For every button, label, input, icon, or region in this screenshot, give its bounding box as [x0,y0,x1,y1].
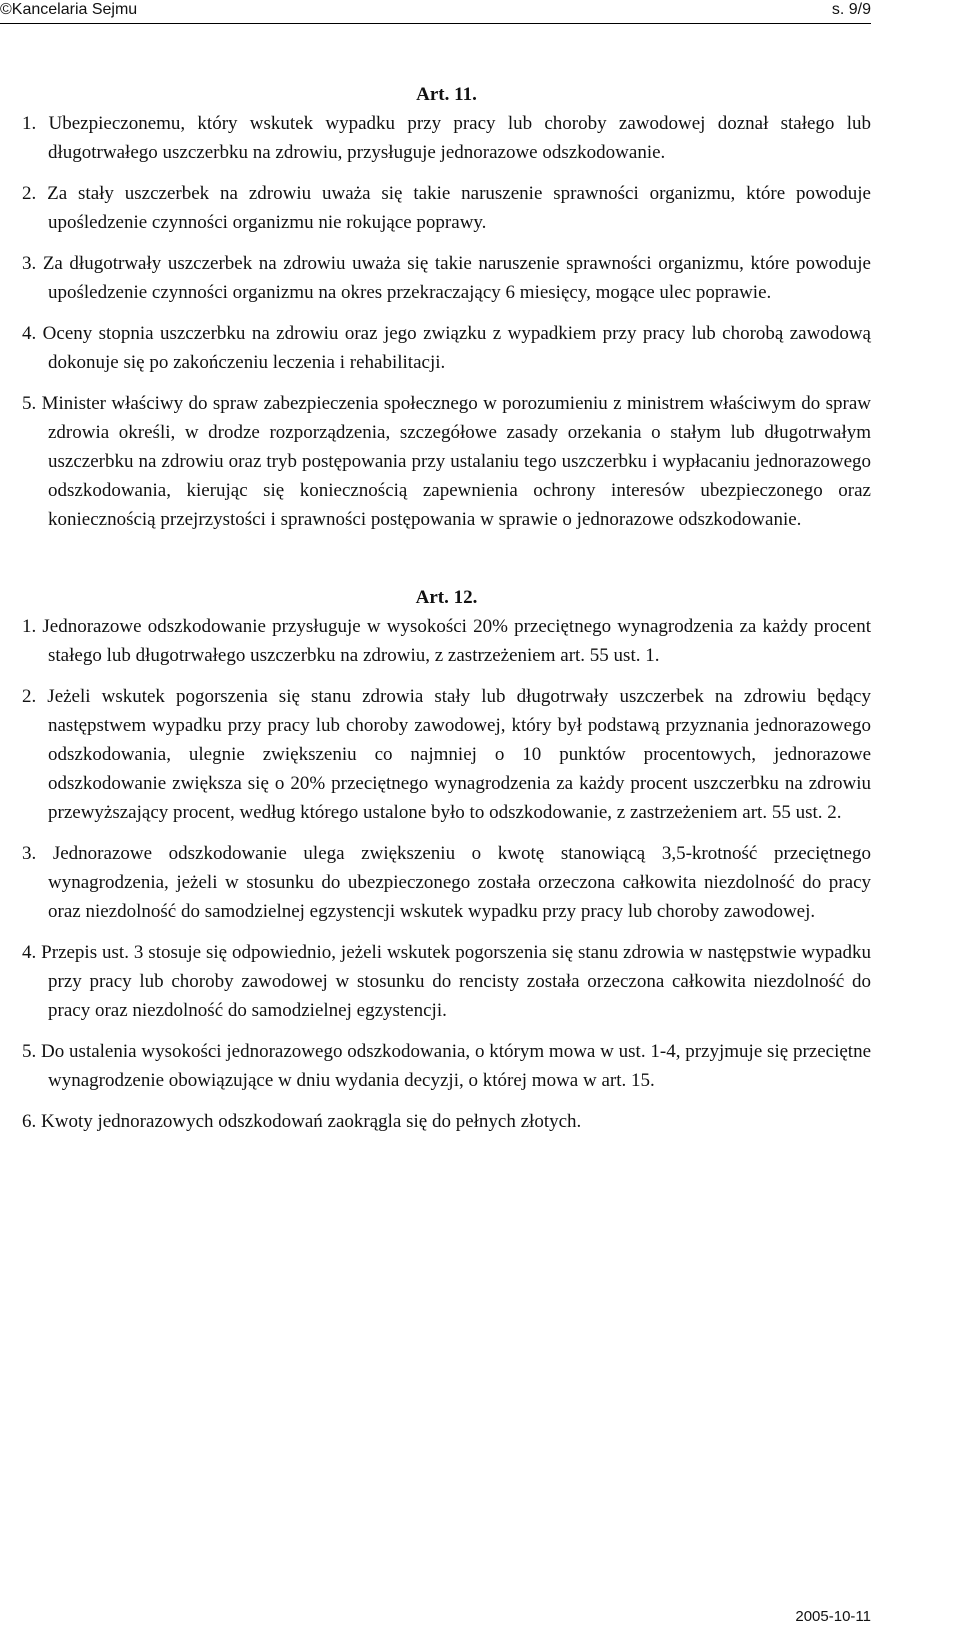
article-title: Art. 11. [416,84,477,105]
article-11 [22,80,871,534]
article-paragraph: 1. Jednorazowe odszkodowanie przysługuje w wysokości 20% przeciętnego wynagrodzenia za każdy procent stałego lub długotrwałego uszczerbku na zdrowiu, z zastrzeżeniem art. 55 ust. 1. [22,616,871,666]
article-paragraph: 2. Jeżeli wskutek pogorszenia się stanu zdrowia stały lub długotrwały uszczerbek na zdrowiu będący następstwem wypadku przy pracy lub choroby zawodowej, który był podstawą przyznania jednorazowego odszkodowania, ulegnie zwiększeniu co najmniej o 10 punktów procentowych, jednorazowe odszkodowanie zwiększa się o 20% przeciętnego wynagrodzenia za każdy procent uszczerbku na zdrowiu przewyższający procent, według którego ustalone było to odszkodowanie, z zastrzeżeniem art. 55 ust. 2. [22,686,871,823]
article-paragraph: 2. Za stały uszczerbek na zdrowiu uważa się takie naruszenie sprawności organizmu, które powoduje upośledzenie czynności organizmu nie rokujące poprawy. [22,183,871,233]
document-date: 2005-10-11 [795,1608,871,1625]
article-paragraph: 3. Za długotrwały uszczerbek na zdrowiu uważa się takie naruszenie sprawności organizmu, które powoduje upośledzenie czynności organizmu na okres przekraczający 6 miesięcy, mogące ulec poprawie. [22,253,871,303]
copyright-label: ©Kancelaria Sejmu [0,1,138,18]
article-12 [22,583,871,1136]
document-body [22,80,871,1148]
article-paragraph: 6. Kwoty jednorazowych odszkodowań zaokrągla się do pełnych złotych. [22,1111,582,1132]
article-paragraph: 5. Minister właściwy do spraw zabezpieczenia społecznego w porozumieniu z ministrem właściwym do spraw zdrowia określi, w drodze rozporządzenia, szczegółowe zasady orzekania o stałym lub długotrwałym uszczerbku na zdrowiu oraz tryb postępowania przy ustalaniu tego uszczerbku i wypłacaniu jednorazowego odszkodowania, kierując się koniecznością zapewnienia ochrony interesów ubezpieczonego oraz koniecznością przejrzystości i sprawności postępowania w sprawie o jednorazowe odszkodowanie. [22,393,871,530]
article-title: Art. 12. [415,587,478,608]
article-paragraph: 4. Przepis ust. 3 stosuje się odpowiednio, jeżeli wskutek pogorszenia się stanu zdrowia w następstwie wypadku przy pracy lub choroby zawodowej w stosunku do rencisty została orzeczona całkowita niezdolność do pracy oraz niezdolność do samodzielnej egzystencji. [22,942,871,1021]
page-header [0,0,871,24]
article-separator [22,546,871,583]
article-paragraph: 3. Jednorazowe odszkodowanie ulega zwiększeniu o kwotę stanowiącą 3,5-krotność przeciętnego wynagrodzenia, jeżeli w stosunku do ubezpieczonego została orzeczona całkowita niezdolność do pracy oraz niezdolność do samodzielnej egzystencji wskutek wypadku przy pracy lub choroby zawodowej. [22,843,871,922]
page-number: s. 9/9 [831,1,871,18]
article-paragraph: 1. Ubezpieczonemu, który wskutek wypadku przy pracy lub choroby zawodowej doznał stałego lub długotrwałego uszczerbku na zdrowiu, przysługuje jednorazowe odszkodowanie. [22,113,871,163]
article-paragraph: 5. Do ustalenia wysokości jednorazowego odszkodowania, o którym mowa w ust. 1-4, przyjmuje się przeciętne wynagrodzenie obowiązujące w dniu wydania decyzji, o której mowa w art. 15. [22,1041,871,1091]
article-paragraph: 4. Oceny stopnia uszczerbku na zdrowiu oraz jego związku z wypadkiem przy pracy lub chorobą zawodową dokonuje się po zakończeniu leczenia i rehabilitacji. [22,323,871,373]
